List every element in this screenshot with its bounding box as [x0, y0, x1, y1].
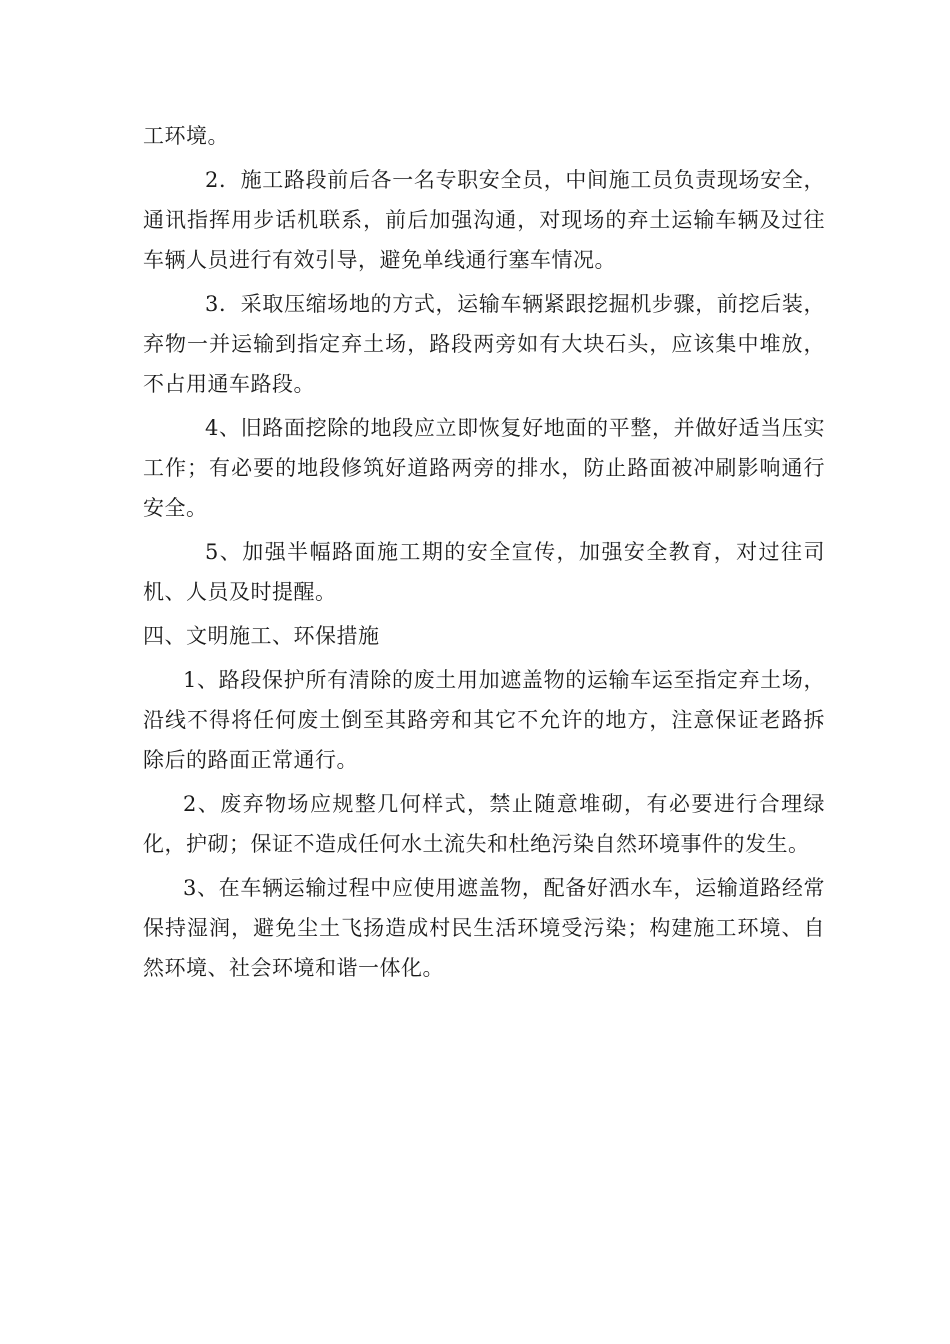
paragraph-item-4: 4、旧路面挖除的地段应立即恢复好地面的平整，并做好适当压实工作；有必要的地段修筑好道路两旁的排水，防止路面被冲刷影响通行安全。 — [143, 416, 825, 520]
paragraph-item-2: 2．施工路段前后各一名专职安全员，中间施工员负责现场安全，通讯指挥用步话机联系，前后加强沟通，对现场的弃土运输车辆及过往车辆人员进行有效引导，避免单线通行塞车情况。 — [143, 168, 825, 272]
paragraph-env-3: 3、在车辆运输过程中应使用遮盖物，配备好洒水车，运输道路经常保持湿润，避免尘土飞扬造成村民生活环境受污染；构建施工环境、自然环境、社会环境和谐一体化。 — [143, 876, 825, 980]
paragraph-env-1: 1、路段保护所有清除的废土用加遮盖物的运输车运至指定弃土场，沿线不得将任何废土倒至其路旁和其它不允许的地方，注意保证老路拆除后的路面正常通行。 — [143, 668, 825, 772]
paragraph-item-3: 3．采取压缩场地的方式，运输车辆紧跟挖掘机步骤，前挖后装，弃物一并运输到指定弃土场，路段两旁如有大块石头，应该集中堆放，不占用通车路段。 — [143, 292, 825, 396]
document-body — [143, 116, 825, 992]
paragraph-continuation: 工环境。 — [143, 124, 229, 148]
paragraph-env-2: 2、废弃物场应规整几何样式，禁止随意堆砌，有必要进行合理绿化，护砌；保证不造成任何水土流失和杜绝污染自然环境事件的发生。 — [143, 792, 825, 856]
paragraph-item-5: 5、加强半幅路面施工期的安全宣传，加强安全教育，对过往司机、人员及时提醒。 — [143, 540, 825, 604]
section-heading: 四、文明施工、环保措施 — [143, 624, 380, 648]
